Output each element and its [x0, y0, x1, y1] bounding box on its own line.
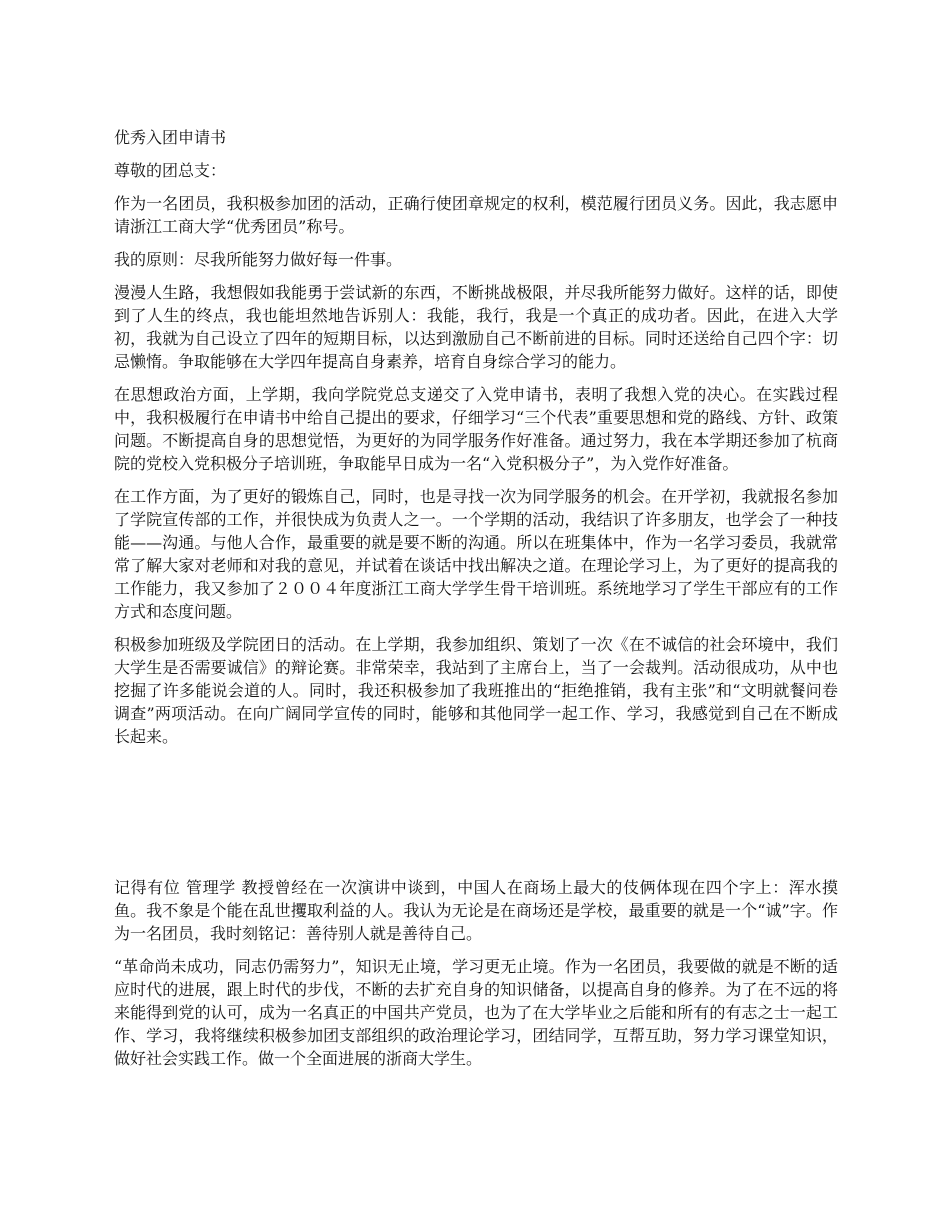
document-body-bottom — [114, 876, 838, 1080]
paragraph: 在思想政治方面，上学期，我向学院党总支递交了入党申请书，表明了我想入党的决心。在实践过程中，我积极履行在申请书中给自己提出的要求，仔细学习“三个代表”重要思想和党的路线、方针、政策问题。不断提高自身的思想觉悟，为更好的为同学服务作好准备。通过努力，我在本学期还参加了杭商院的党校入党积极分子培训班，争取能早日成为一名“入党积极分子”，为入党作好准备。 — [114, 385, 838, 473]
paragraph: “革命尚未成功，同志仍需努力”，知识无止境，学习更无止境。作为一名团员，我要做的就是不断的适应时代的进展，跟上时代的步伐，不断的去扩充自身的知识储备，以提高自身的修养。为了在不远的将来能得到党的认可，成为一名真正的中国共产党员，也为了在大学毕业之后能和所有的有志之士一起工作、学习，我将继续积极参加团支部组织的政治理论学习，团结同学，互帮互助，努力学习课堂知识，做好社会实践工作。做一个全面进展的浙商大学生。 — [114, 957, 838, 1068]
paragraph: 我的原则：尽我所能努力做好每一件事。 — [114, 250, 403, 269]
paragraph: 积极参加班级及学院团日的活动。在上学期，我参加组织、策划了一次《在不诚信的社会环境中，我们大学生是否需要诚信》的辩论赛。非常荣幸，我站到了主席台上，当了一会裁判。活动很成功，从中也挖掘了许多能说会道的人。同时，我还积极参加了我班推出的“拒绝推销，我有主张”和“文明就餐问卷调查”两项活动。在向广阔同学宣传的同时，能够和其他同学一起工作、学习，我感觉到自己在不断成长起来。 — [114, 635, 838, 746]
paragraph: 记得有位 管理学 教授曾经在一次演讲中谈到，中国人在商场上最大的伎俩体现在四个字上：浑水摸鱼。我不象是个能在乱世攫取利益的人。我认为无论是在商场还是学校，最重要的就是一个“诚”字。作为一名团员，我时刻铭记：善待别人就是善待自己。 — [114, 878, 838, 943]
document-title: 优秀入团申请书 — [114, 128, 227, 147]
paragraph: 漫漫人生路，我想假如我能勇于尝试新的东西，不断挑战极限，并尽我所能努力做好。这样的话，即使到了人生的终点，我也能坦然地告诉别人：我能，我行，我是一个真正的成功者。因此，在进入大学初，我就为自己设立了四年的短期目标，以达到激励自己不断前进的目标。同时还送给自己四个字：切忌懒惰。争取能够在大学四年提高自身素养，培育自身综合学习的能力。 — [114, 283, 838, 371]
salutation: 尊敬的团总支： — [114, 161, 227, 180]
document-body-top — [114, 126, 838, 758]
paragraph: 在工作方面，为了更好的锻炼自己，同时，也是寻找一次为同学服务的机会。在开学初，我就报名参加了学院宣传部的工作，并很快成为负责人之一。一个学期的活动，我结识了许多朋友，也学会了一种技能——沟通。与他人合作，最重要的就是要不断的沟通。所以在班集体中，作为一名学习委员，我就常常了解大家对老师和对我的意见，并试着在谈话中找出解决之道。在理论学习上，为了更好的提高我的工作能力，我又参加了２００４年度浙江工商大学学生骨干培训班。系统地学习了学生干部应有的工作方式和态度问题。 — [114, 487, 838, 621]
paragraph: 作为一名团员，我积极参加团的活动，正确行使团章规定的权利，模范履行团员义务。因此，我志愿申请浙江工商大学“优秀团员”称号。 — [114, 194, 838, 236]
